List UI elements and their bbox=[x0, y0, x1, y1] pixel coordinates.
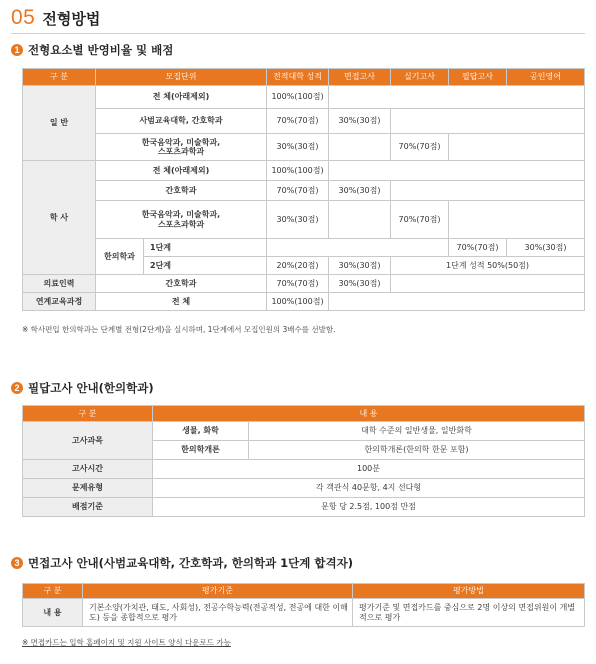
table-row bbox=[23, 201, 585, 239]
unit-cell: 간호학과 bbox=[96, 275, 267, 293]
ratio-table bbox=[22, 68, 585, 311]
value-cell: 30%(30점) bbox=[267, 134, 329, 161]
empty-cell bbox=[329, 293, 585, 311]
note-interview-card: ※ 면접카드는 입학 홈페이지 및 지원 사이트 양식 다운로드 가능 bbox=[22, 638, 231, 647]
table-row bbox=[23, 599, 585, 627]
value-cell: 30%(30점) bbox=[507, 239, 585, 257]
page-title bbox=[11, 5, 100, 31]
group-linked: 연계교육과정 bbox=[23, 293, 96, 311]
value-cell: 70%(70점) bbox=[267, 181, 329, 201]
time-label: 고사시간 bbox=[23, 460, 153, 479]
section3-number-badge: 3 bbox=[11, 557, 23, 569]
method-text: 평가기준 및 면접카드를 중심으로 2명 이상의 면접위원이 개별적으로 평가 bbox=[353, 599, 585, 627]
col-category: 구 분 bbox=[23, 584, 83, 599]
type-value: 각 객관식 40문항, 4지 선다형 bbox=[153, 479, 585, 498]
empty-cell bbox=[391, 109, 585, 134]
unit-cell: 전 체(아래제외) bbox=[96, 161, 267, 181]
section3-title: 면접고사 안내(사범교육대학, 간호학과, 한의학과 1단계 합격자) bbox=[28, 556, 353, 570]
empty-cell bbox=[329, 161, 585, 181]
empty-cell bbox=[449, 201, 585, 239]
subject-label: 고사과목 bbox=[23, 422, 153, 460]
table-row bbox=[23, 498, 585, 517]
col-transcript: 전적대학 성적 bbox=[267, 69, 329, 86]
written-exam-table bbox=[22, 405, 585, 517]
criteria-text: 기본소양(가치관, 태도, 사회성), 전공수학능력(전공적성, 전공에 대한 이해도) 등을 종합적으로 평가 bbox=[83, 599, 353, 627]
section2-heading bbox=[11, 380, 154, 396]
empty-cell bbox=[391, 275, 585, 293]
empty-cell bbox=[329, 86, 585, 109]
value-cell: 30%(30점) bbox=[329, 257, 391, 275]
unit-cell: 한국음악과, 미술학과, 스포츠과학과 bbox=[96, 201, 267, 239]
value-cell: 1단계 성적 50%(50점) bbox=[391, 257, 585, 275]
empty-cell bbox=[267, 239, 449, 257]
score-label: 배점기준 bbox=[23, 498, 153, 517]
content-label: 내 용 bbox=[23, 599, 83, 627]
value-cell: 20%(20점) bbox=[267, 257, 329, 275]
col-category: 구 분 bbox=[23, 69, 96, 86]
note-oriental: ※ 학사편입 한의학과는 단계별 전형(2단계)을 실시하며, 1단계에서 모집인원의 3배수를 선발함. bbox=[22, 325, 336, 334]
exam-header-row bbox=[23, 406, 585, 422]
subject1-name: 생물, 화학 bbox=[153, 422, 249, 441]
table-row bbox=[23, 181, 585, 201]
value-cell: 70%(70점) bbox=[267, 275, 329, 293]
table-row bbox=[23, 134, 585, 161]
section-number: 05 bbox=[11, 6, 36, 29]
table-row bbox=[23, 239, 585, 257]
col-english: 공인영어 bbox=[507, 69, 585, 86]
section2-title: 필답고사 안내(한의학과) bbox=[28, 381, 154, 395]
value-cell: 100%(100점) bbox=[267, 293, 329, 311]
empty-cell bbox=[449, 134, 585, 161]
page-title-text: 전형방법 bbox=[42, 9, 101, 28]
table-row bbox=[23, 422, 585, 441]
col-category: 구 분 bbox=[23, 406, 153, 422]
unit-cell: 사범교육대학, 간호학과 bbox=[96, 109, 267, 134]
type-label: 문제유형 bbox=[23, 479, 153, 498]
col-practical: 실기고사 bbox=[391, 69, 449, 86]
subject1-desc: 대학 수준의 일반생물, 일반화학 bbox=[249, 422, 585, 441]
col-criteria: 평가기준 bbox=[83, 584, 353, 599]
ratio-header-row bbox=[23, 69, 585, 86]
value-cell: 30%(30점) bbox=[329, 109, 391, 134]
col-unit: 모집단위 bbox=[96, 69, 267, 86]
value-cell: 70%(70점) bbox=[449, 239, 507, 257]
col-interview: 면접고사 bbox=[329, 69, 391, 86]
unit-cell: 한국음악과, 미술학과, 스포츠과학과 bbox=[96, 134, 267, 161]
unit-cell: 전 체(아래제외) bbox=[96, 86, 267, 109]
time-value: 100분 bbox=[153, 460, 585, 479]
table-row bbox=[23, 293, 585, 311]
section1-number-badge: 1 bbox=[11, 44, 23, 56]
empty-cell bbox=[329, 134, 391, 161]
table-row bbox=[23, 86, 585, 109]
empty-cell bbox=[329, 201, 391, 239]
col-method: 평가방법 bbox=[353, 584, 585, 599]
value-cell: 30%(30점) bbox=[267, 201, 329, 239]
table-row bbox=[23, 109, 585, 134]
table-row bbox=[23, 275, 585, 293]
interview-header-row bbox=[23, 584, 585, 599]
unit-cell: 간호학과 bbox=[96, 181, 267, 201]
empty-cell bbox=[391, 181, 585, 201]
value-cell: 70%(70점) bbox=[267, 109, 329, 134]
interview-table bbox=[22, 583, 585, 627]
unit-oriental: 한의학과 bbox=[96, 239, 144, 275]
section2-number-badge: 2 bbox=[11, 382, 23, 394]
stage1-label: 1단계 bbox=[144, 239, 267, 257]
col-content: 내 용 bbox=[153, 406, 585, 422]
section3-heading bbox=[11, 555, 353, 571]
value-cell: 70%(70점) bbox=[391, 201, 449, 239]
table-row bbox=[23, 479, 585, 498]
stage2-label: 2단계 bbox=[144, 257, 267, 275]
value-cell: 70%(70점) bbox=[391, 134, 449, 161]
score-value: 문항 당 2.5점, 100점 만점 bbox=[153, 498, 585, 517]
table-row bbox=[23, 161, 585, 181]
value-cell: 100%(100점) bbox=[267, 161, 329, 181]
subject2-desc: 한의학개론(한의학 한문 포함) bbox=[249, 441, 585, 460]
value-cell: 30%(30점) bbox=[329, 275, 391, 293]
group-general: 일 반 bbox=[23, 86, 96, 161]
unit-cell: 전 체 bbox=[96, 293, 267, 311]
section1-title: 전형요소별 반영비율 및 배점 bbox=[28, 43, 174, 57]
title-divider bbox=[11, 33, 585, 34]
table-row bbox=[23, 460, 585, 479]
group-medical: 의료인력 bbox=[23, 275, 96, 293]
col-written: 필답고사 bbox=[449, 69, 507, 86]
subject2-name: 한의학개론 bbox=[153, 441, 249, 460]
section1-heading bbox=[11, 42, 173, 58]
value-cell: 100%(100점) bbox=[267, 86, 329, 109]
value-cell: 30%(30점) bbox=[329, 181, 391, 201]
group-bachelor: 학 사 bbox=[23, 161, 96, 275]
